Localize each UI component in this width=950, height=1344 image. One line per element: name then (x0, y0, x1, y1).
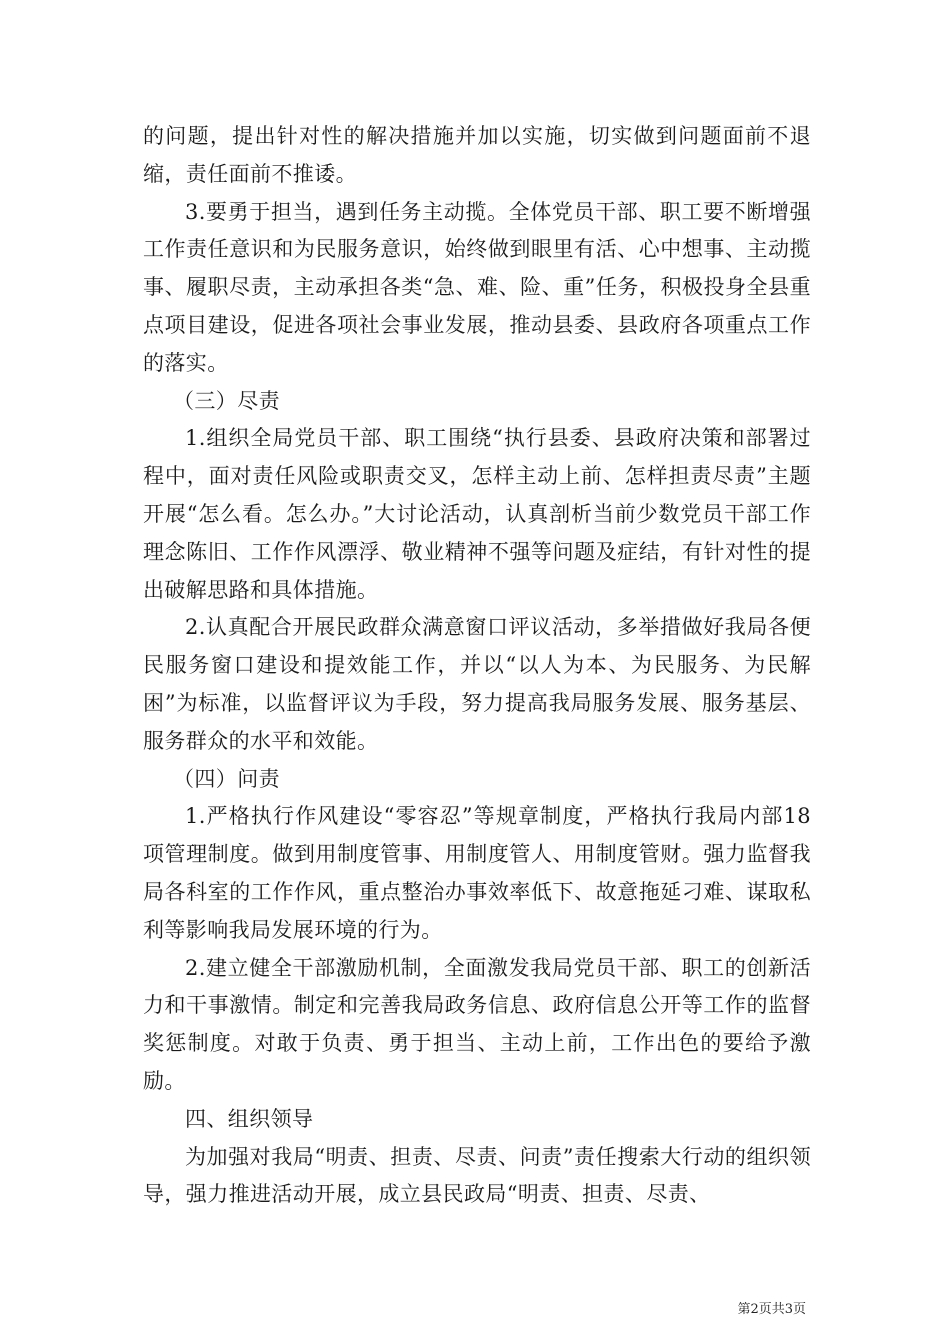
paragraph-item-3-take-responsibility: 3.要勇于担当，遇到任务主动揽。全体党员干部、职工要不断增强工作责任意识和为民服务意识，始终做到眼里有活、心中想事、主动揽事、履职尽责，主动承担各类“急、难、险、重”任务，积极投身全县重点项目建设，促进各项社会事业发展，推动县委、县政府各项重点工作的落实。 (143, 199, 811, 375)
paragraph-leadership-group: 为加强对我局“明责、担责、尽责、问责”责任搜索大行动的组织领导，强力推进活动开展，成立县民政局“明责、担责、尽责、 (143, 1144, 811, 1207)
paragraph-item-1-discussion: 1.组织全局党员干部、职工围绕“执行县委、县政府决策和部署过程中，面对责任风险或职责交叉，怎样主动上前、怎样担责尽责”主题开展“怎么看。怎么办。”大讨论活动，认真剖析当前少数党员干部工作理念陈旧、工作作风漂浮、敬业精神不强等问题及症结，有针对性的提出破解思路和具体措施。 (143, 426, 811, 602)
section-heading-fulfill-duty: （三）尽责 (173, 388, 280, 413)
paragraph-continuation: 的问题，提出针对性的解决措施并加以实施，切实做到问题面前不退缩，责任面前不推诿。 (143, 124, 811, 186)
section-heading-organization-leadership: 四、组织领导 (185, 1106, 314, 1131)
page-number-indicator: 第2页共3页 (737, 1302, 806, 1317)
paragraph-item-2-incentives: 2.建立健全干部激励机制，全面激发我局党员干部、职工的创新活力和干事激情。制定和完善我局政务信息、政府信息公开等工作的监督奖惩制度。对敢于负责、勇于担当、主动上前，工作出色的要给予激励。 (143, 955, 811, 1093)
section-heading-accountability: （四）问责 (173, 766, 280, 791)
paragraph-item-2-window-review: 2.认真配合开展民政群众满意窗口评议活动，多举措做好我局各便民服务窗口建设和提效能工作，并以“以人为本、为民服务、为民解困”为标准，以监督评议为手段，努力提高我局服务发展、服务基层、服务群众的水平和效能。 (143, 615, 811, 753)
paragraph-item-1-regulations: 1.严格执行作风建设“零容忍”等规章制度，严格执行我局内部18项管理制度。做到用制度管事、用制度管人、用制度管财。强力监督我局各科室的工作作风，重点整治办事效率低下、故意拖延刁难、谋取私利等影响我局发展环境的行为。 (143, 804, 811, 942)
document-body (143, 118, 811, 1214)
